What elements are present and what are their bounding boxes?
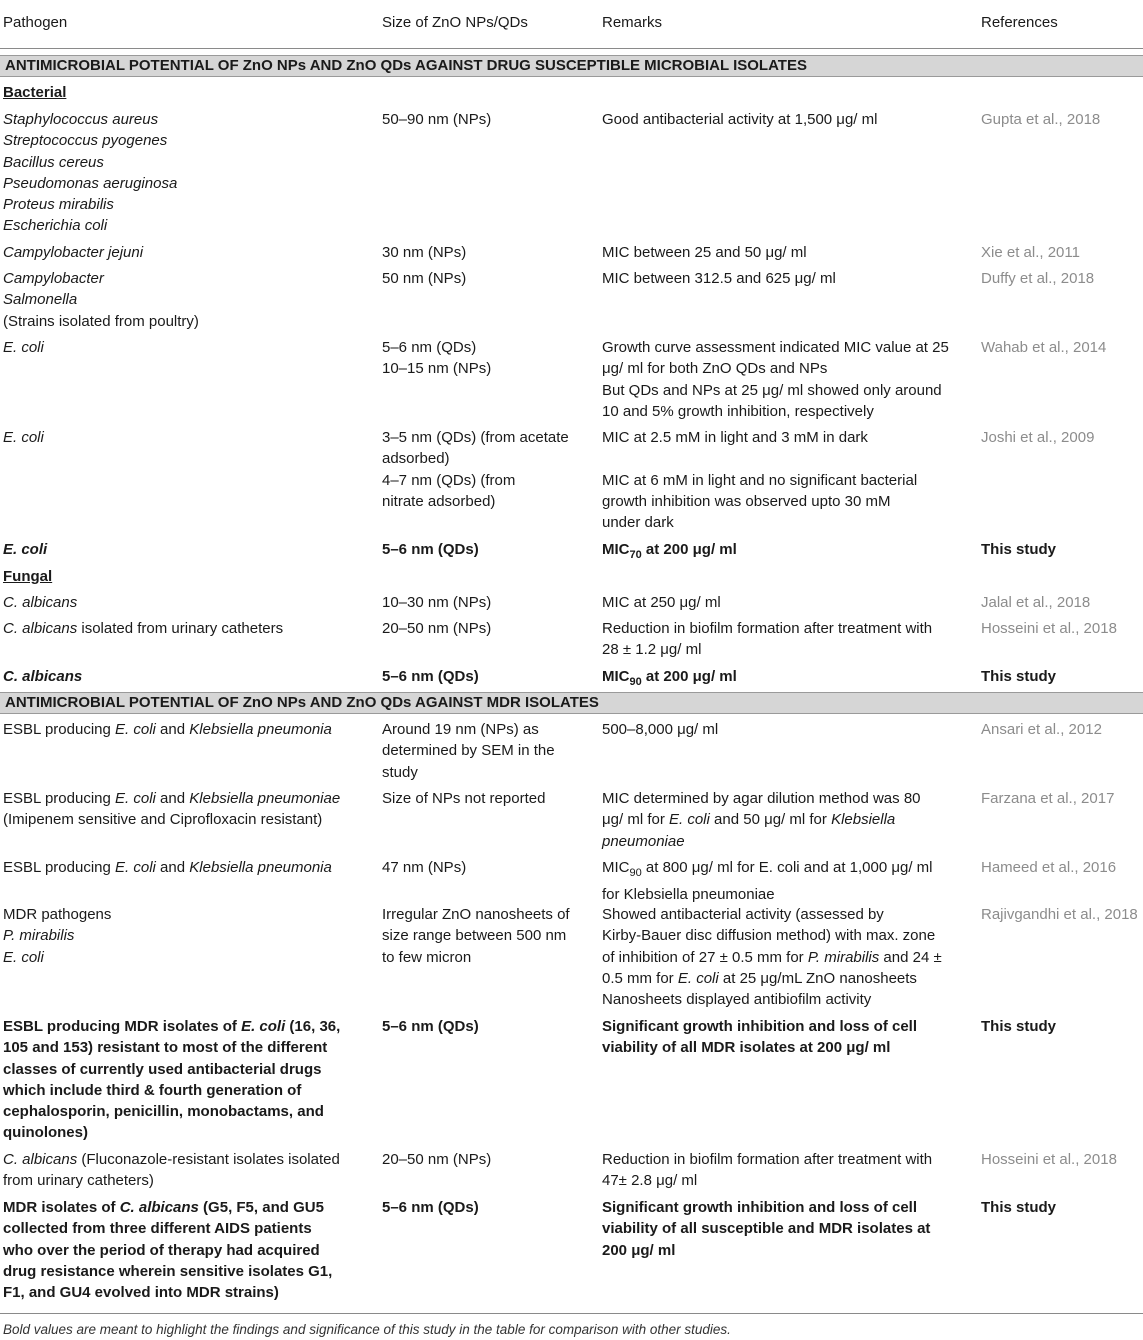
header-remarks: Remarks	[602, 14, 663, 31]
header-size: Size of ZnO NPs/QDs	[382, 14, 528, 31]
size-cell: Irregular ZnO nanosheets of size range between 500 nm to few micron	[382, 906, 570, 966]
reference-cell: Xie et al., 2011	[981, 244, 1080, 261]
size-cell: 47 nm (NPs)	[382, 859, 467, 876]
remarks-cell: MIC determined by agar dilution method was 80 μg/ ml for E. coli and 50 μg/ ml for Klebsiella pneumoniae	[602, 790, 921, 850]
size-cell: 5–6 nm (QDs)	[382, 1199, 479, 1216]
pathogen-cell: E. coli	[3, 541, 48, 558]
reference-cell: Gupta et al., 2018	[981, 111, 1101, 128]
remarks-cell: Good antibacterial activity at 1,500 μg/ ml	[602, 111, 878, 128]
pathogen-cell: MDR pathogens P. mirabilis E. coli	[3, 906, 112, 966]
remarks-cell: $MIC_{70}$ at 200 μg/ ml	[602, 541, 737, 561]
pathogen-cell: C. albicans (Fluconazole-resistant isolates isolated from urinary catheters)	[3, 1151, 340, 1190]
reference-cell: Duffy et al., 2018	[981, 270, 1095, 287]
reference-cell: This study	[981, 1018, 1057, 1035]
pathogen-cell: E. coli	[3, 429, 44, 446]
pathogen-cell: MDR isolates of C. albicans (G5, F5, and GU5 collected from three different AIDS patients who over the period of therapy had acquired drug resistance wherein sensitive isolates G1, F1, and GU4 evolved into MDR strains)	[3, 1199, 333, 1302]
pathogen-cell: C. albicans isolated from urinary catheters	[3, 620, 284, 637]
remarks-cell: Showed antibacterial activity (assessed by Kirby-Bauer disc diffusion method) with max. zone of inhibition of 27 ± 0.5 mm for P. mirabilis and 24 ± 0.5 mm for E. coli at 25 μg/mL ZnO nanosheets Nanosheets displayed antibiofilm activity	[602, 906, 942, 1009]
remarks-cell: MIC between 312.5 and 625 μg/ ml	[602, 270, 836, 287]
pathogen-cell: Campylobacter Salmonella (Strains isolated from poultry)	[3, 270, 199, 330]
remarks-cell: Reduction in biofilm formation after treatment with 28 ± 1.2 μg/ ml	[602, 620, 933, 659]
table-header	[0, 0, 1143, 49]
size-cell: 10–30 nm (NPs)	[382, 594, 492, 611]
table-bottom-rule	[0, 1313, 1143, 1314]
subheading-fungal: Fungal	[3, 568, 53, 585]
size-cell: 20–50 nm (NPs)	[382, 1151, 492, 1168]
pathogen-cell: C. albicans	[3, 668, 83, 685]
reference-cell: Joshi et al., 2009	[981, 429, 1095, 446]
pathogen-cell: E. coli	[3, 339, 44, 356]
remarks-cell: MIC at 250 μg/ ml	[602, 594, 721, 611]
pathogen-cell: Staphylococcus aureus Streptococcus pyogenes Bacillus cereus Pseudomonas aeruginosa Proteus mirabilis Escherichia coli	[3, 111, 178, 235]
size-cell: 20–50 nm (NPs)	[382, 620, 492, 637]
section-heading-mdr: ANTIMICROBIAL POTENTIAL OF ZnO NPs AND ZnO QDs AGAINST MDR ISOLATES	[0, 692, 1143, 714]
reference-cell: Rajivgandhi et al., 2018	[981, 906, 1138, 923]
remarks-cell: MIC between 25 and 50 μg/ ml	[602, 244, 807, 261]
remarks-cell: $MIC_{90}$ at 200 μg/ ml	[602, 668, 737, 688]
size-cell: 5–6 nm (QDs)	[382, 541, 479, 558]
reference-cell: Hosseini et al., 2018	[981, 1151, 1117, 1168]
size-cell: 50–90 nm (NPs)	[382, 111, 492, 128]
size-cell: Size of NPs not reported	[382, 790, 546, 807]
size-cell: 5–6 nm (QDs)	[382, 668, 479, 685]
subheading-bacterial: Bacterial	[3, 84, 67, 101]
reference-cell: Ansari et al., 2012	[981, 721, 1102, 738]
size-cell: 30 nm (NPs)	[382, 244, 467, 261]
header-pathogen: Pathogen	[3, 14, 68, 31]
remarks-cell: Significant growth inhibition and loss of cell viability of all MDR isolates at 200 μg/ ml	[602, 1018, 917, 1057]
remarks-cell: MIC at 2.5 mM in light and 3 mM in dark MIC at 6 mM in light and no significant bacterial growth inhibition was observed upto 30 mM under dark	[602, 429, 918, 532]
reference-cell: This study	[981, 668, 1057, 685]
remarks-cell: 500–8,000 μg/ ml	[602, 721, 719, 738]
remarks-cell: Reduction in biofilm formation after treatment with 47± 2.8 μg/ ml	[602, 1151, 933, 1190]
size-cell: 5–6 nm (QDs) 10–15 nm (NPs)	[382, 339, 492, 378]
table-footnote: Bold values are meant to highlight the findings and significance of this study in the table for comparison with other studies.	[3, 1322, 731, 1337]
pathogen-cell: ESBL producing E. coli and Klebsiella pneumoniae (Imipenem sensitive and Ciprofloxacin resistant)	[3, 790, 341, 829]
size-cell: 5–6 nm (QDs)	[382, 1018, 479, 1035]
pathogen-cell: Campylobacter jejuni	[3, 244, 144, 261]
section-heading-susceptible: ANTIMICROBIAL POTENTIAL OF ZnO NPs AND ZnO QDs AGAINST DRUG SUSCEPTIBLE MICROBIAL ISOLATES	[0, 55, 1143, 77]
reference-cell: This study	[981, 1199, 1057, 1216]
size-cell: 50 nm (NPs)	[382, 270, 467, 287]
reference-cell: Wahab et al., 2014	[981, 339, 1107, 356]
header-references: References	[981, 14, 1058, 31]
remarks-cell: Growth curve assessment indicated MIC value at 25 μg/ ml for both ZnO QDs and NPs But QDs and NPs at 25 μg/ ml showed only around 10 and 5% growth inhibition, respectively	[602, 339, 949, 420]
remarks-cell: $MIC_{90}$ at 800 μg/ ml for E. coli and at 1,000 μg/ ml for Klebsiella pneumoniae	[602, 859, 933, 904]
pathogen-cell: ESBL producing E. coli and Klebsiella pneumonia	[3, 721, 332, 738]
pathogen-cell: ESBL producing MDR isolates of E. coli (16, 36, 105 and 153) resistant to most of the different classes of currently used antibacterial drugs which include third & fourth generation of cephalosporin, penicillin, monobactams, and quinolones)	[3, 1018, 341, 1142]
size-cell: 3–5 nm (QDs) (from acetate adsorbed) 4–7 nm (QDs) (from nitrate adsorbed)	[382, 429, 569, 510]
pathogen-cell: C. albicans	[3, 594, 78, 611]
reference-cell: Jalal et al., 2018	[981, 594, 1091, 611]
reference-cell: This study	[981, 541, 1057, 558]
pathogen-cell: ESBL producing E. coli and Klebsiella pneumonia	[3, 859, 332, 876]
reference-cell: Hosseini et al., 2018	[981, 620, 1117, 637]
remarks-cell: Significant growth inhibition and loss of cell viability of all susceptible and MDR isolates at 200 μg/ ml	[602, 1199, 931, 1259]
reference-cell: Farzana et al., 2017	[981, 790, 1115, 807]
reference-cell: Hameed et al., 2016	[981, 859, 1117, 876]
size-cell: Around 19 nm (NPs) as determined by SEM in the study	[382, 721, 555, 781]
